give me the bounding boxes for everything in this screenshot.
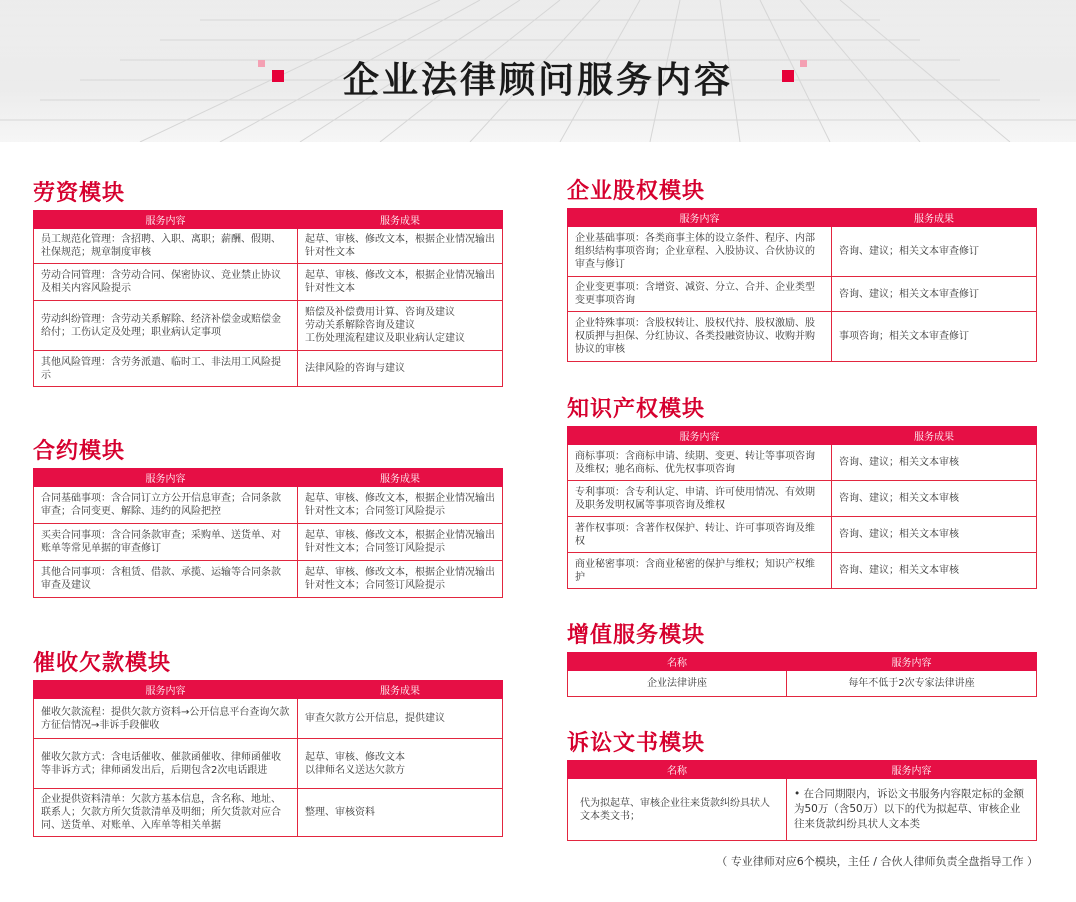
cell-result: 事项咨询；相关文本审查修订 (832, 312, 1037, 362)
value-added-section (567, 620, 1037, 697)
header-content: 服务内容 (34, 211, 298, 229)
table-row (568, 227, 1037, 277)
cell-content: 催收欠款流程：提供欠款方资料→公开信息平台查询欠款方征信情况→非诉手段催收 (34, 699, 298, 739)
cell-name: 代为拟起草、审核企业往来货款纠纷具状人文本类文书； (568, 779, 787, 841)
cell-content: 著作权事项：含著作权保护、转让、许可事项咨询及维权 (568, 517, 832, 553)
debt-section (33, 648, 503, 837)
header-result: 服务成果 (832, 209, 1037, 227)
cell-content: 企业特殊事项：含股权转让、股权代持、股权激励、股权质押与担保、分红协议、各类投融资协议、收购并购协议的审核 (568, 312, 832, 362)
cell-content: 合同基础事项：含合同订立方公开信息审查；合同条款审查；合同变更、解除、违约的风险把控 (34, 487, 298, 524)
ip-table (567, 426, 1037, 589)
cell-content: 其他风险管理：含劳务派遣、临时工、非法用工风险提示 (34, 351, 298, 387)
cell-result: 起草、审核、修改文本，根据企业情况输出针对性文本；合同签订风险提示 (298, 487, 503, 524)
header-content: 服务内容 (34, 681, 298, 699)
header-result: 服务成果 (298, 681, 503, 699)
header-content: 服务内容 (787, 653, 1037, 671)
cell-content: 劳动纠纷管理：含劳动关系解除、经济补偿金或赔偿金给付；工伤认定及处理；职业病认定事项 (34, 301, 298, 351)
cell-result: 咨询、建议；相关文本审核 (832, 445, 1037, 481)
cell-result: 咨询、建议；相关文本审查修订 (832, 227, 1037, 277)
cell-content: 每年不低于2次专家法律讲座 (787, 671, 1037, 697)
section-title: 合约模块 (33, 439, 126, 464)
ip-section (567, 394, 1037, 589)
section-title: 增值服务模块 (567, 623, 706, 648)
table-row (568, 277, 1037, 312)
cell-content: 商业秘密事项：含商业秘密的保护与维权；知识产权维护 (568, 553, 832, 589)
cell-result: 整理、审核资料 (298, 789, 503, 837)
cell-result: 起草、审核、修改文本，根据企业情况输出针对性文本；合同签订风险提示 (298, 561, 503, 598)
table-row (34, 487, 503, 524)
cell-content: 买卖合同事项：含合同条款审查；采购单、送货单、对账单等常见单据的审查修订 (34, 524, 298, 561)
equity-section (567, 176, 1037, 362)
section-title: 催收欠款模块 (33, 651, 172, 676)
cell-content: 企业基础事项：各类商事主体的设立条件、程序、内部组织结构事项咨询；企业章程、入股协议、合伙协议的审查与修订 (568, 227, 832, 277)
cell-content: 催收欠款方式：含电话催收、催款函催收、律师函催收等非诉方式；律师函发出后，后期包含2次电话跟进 (34, 739, 298, 789)
cell-result: 法律风险的咨询与建议 (298, 351, 503, 387)
litigation-table (567, 760, 1037, 841)
page-title: 企业法律顾问服务内容 (342, 60, 733, 101)
header-name: 名称 (568, 761, 787, 779)
table-row (34, 739, 503, 789)
table-row (568, 779, 1037, 841)
cell-result: 起草、审核、修改文本，根据企业情况输出针对性文本；合同签订风险提示 (298, 524, 503, 561)
cell-content: • 在合同期限内，诉讼文书服务内容限定标的金额为50万（含50万）以下的代为拟起草、审核企业往来货款纠纷具状人文本类 (787, 779, 1037, 841)
equity-table (567, 208, 1037, 362)
table-row (34, 561, 503, 598)
cell-result: 审查欠款方公开信息，提供建议 (298, 699, 503, 739)
table-row (34, 524, 503, 561)
section-title: 企业股权模块 (567, 179, 706, 204)
table-row (34, 789, 503, 837)
cell-result: 赔偿及补偿费用计算、咨询及建议 劳动关系解除咨询及建议 工伤处理流程建议及职业病认定建议 (298, 301, 503, 351)
cell-content: 专利事项：含专利认定、申请、许可使用情况、有效期及职务发明权属等事项咨询及维权 (568, 481, 832, 517)
debt-table (33, 680, 503, 837)
table-row (34, 301, 503, 351)
header-result: 服务成果 (298, 469, 503, 487)
table-row (568, 517, 1037, 553)
cell-content: 企业提供资料清单：欠款方基本信息，含名称、地址、联系人；欠款方所欠货款清单及明细；所欠货款对应合同、送货单、对账单、入库单等相关单据 (34, 789, 298, 837)
cell-content: 劳动合同管理：含劳动合同、保密协议、竞业禁止协议及相关内容风险提示 (34, 264, 298, 301)
litigation-section (567, 728, 1037, 841)
table-row (568, 553, 1037, 589)
section-title: 诉讼文书模块 (567, 731, 706, 756)
contract-table (33, 468, 503, 598)
labor-table (33, 210, 503, 387)
header-name: 名称 (568, 653, 787, 671)
header-result: 服务成果 (298, 211, 503, 229)
section-title: 劳资模块 (33, 181, 126, 206)
cell-result: 咨询、建议；相关文本审核 (832, 481, 1037, 517)
cell-content: 企业变更事项：含增资、减资、分立、合并、企业类型变更事项咨询 (568, 277, 832, 312)
cell-content: 其他合同事项：含租赁、借款、承揽、运输等合同条款审查及建议 (34, 561, 298, 598)
table-row (34, 351, 503, 387)
contract-section (33, 436, 503, 598)
header-content: 服务内容 (568, 209, 832, 227)
value-added-table (567, 652, 1037, 697)
table-row (568, 481, 1037, 517)
section-title: 知识产权模块 (567, 397, 706, 422)
table-row (34, 699, 503, 739)
cell-result: 起草、审核、修改文本 以律师名义送达欠款方 (298, 739, 503, 789)
header-content: 服务内容 (568, 427, 832, 445)
cell-result: 咨询、建议；相关文本审核 (832, 517, 1037, 553)
header-content: 服务内容 (34, 469, 298, 487)
cell-result: 起草、审核、修改文本，根据企业情况输出针对性文本 (298, 264, 503, 301)
footer-note: （ 专业律师对应6个模块，主任 / 合伙人律师负责全盘指导工作 ） (716, 855, 1038, 868)
table-row (568, 312, 1037, 362)
cell-content: 商标事项：含商标申请、续期、变更、转让等事项咨询及维权；驰名商标、优先权事项咨询 (568, 445, 832, 481)
cell-result: 咨询、建议；相关文本审查修订 (832, 277, 1037, 312)
cell-result: 咨询、建议；相关文本审核 (832, 553, 1037, 589)
header-content: 服务内容 (787, 761, 1037, 779)
cell-content: 员工规范化管理：含招聘、入职、离职；薪酬、假期、社保规范；规章制度审核 (34, 229, 298, 264)
labor-section (33, 178, 503, 387)
table-row (568, 671, 1037, 697)
table-row (34, 229, 503, 264)
table-row (568, 445, 1037, 481)
header-result: 服务成果 (832, 427, 1037, 445)
table-row (34, 264, 503, 301)
cell-name: 企业法律讲座 (568, 671, 787, 697)
cell-result: 起草、审核、修改文本，根据企业情况输出针对性文本 (298, 229, 503, 264)
